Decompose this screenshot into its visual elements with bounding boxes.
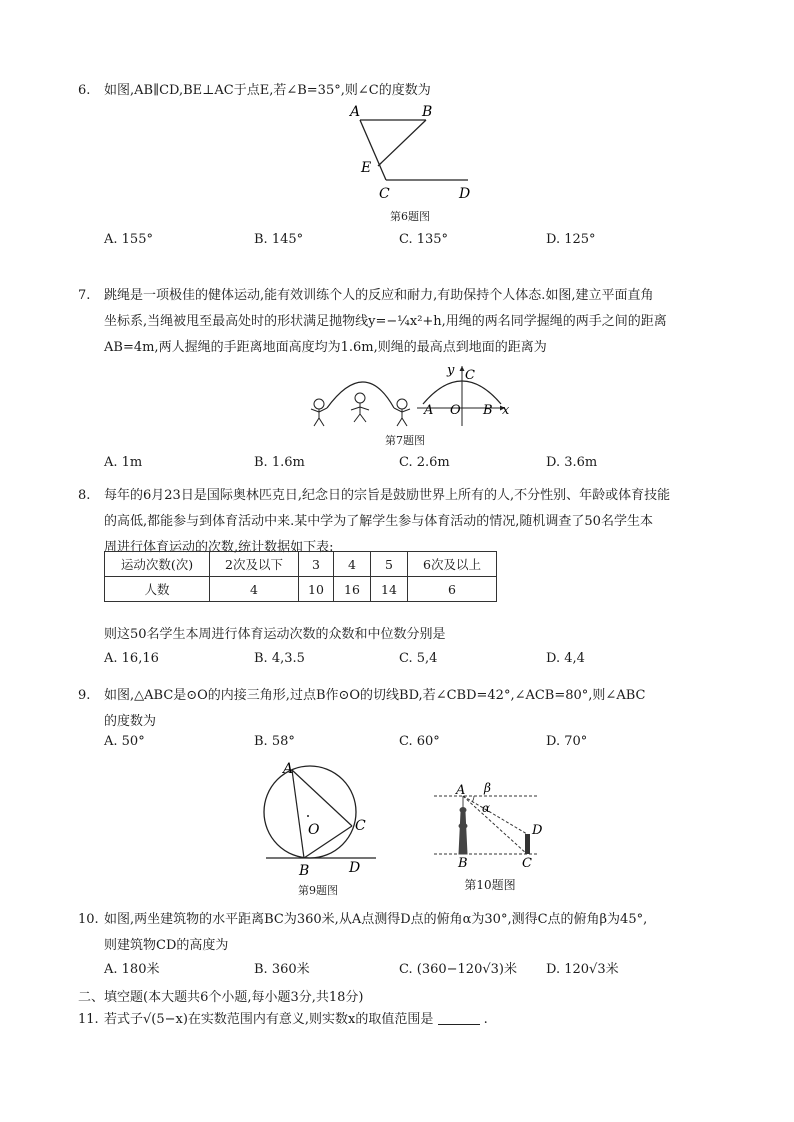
question-number: 11. <box>78 1012 99 1027</box>
question-text-line: AB=4m,两人握绳的手距离地面高度均为1.6m,则绳的最高点到地面的距离为 <box>104 340 547 355</box>
option-b[interactable]: B. 145° <box>254 232 304 247</box>
options-q9 <box>104 734 624 758</box>
building-CD <box>525 834 530 854</box>
option-c[interactable]: C. 5,4 <box>399 651 438 666</box>
figure-q7 <box>305 362 520 428</box>
question-8-prompt <box>104 622 704 648</box>
question-number: 10. <box>78 912 99 927</box>
question-number: 9. <box>78 688 91 703</box>
fig-label-A: A <box>456 783 466 798</box>
table-cell: 6次及以上 <box>408 552 497 577</box>
question-text-line: 的度数为 <box>104 714 157 729</box>
figure-caption: 第6题图 <box>390 210 430 223</box>
fig-label-B: B <box>458 856 468 871</box>
fig-label-C: C <box>355 818 366 834</box>
question-number: 7. <box>78 288 91 303</box>
figure-q6 <box>340 100 490 205</box>
option-a[interactable]: A. 155° <box>104 232 153 247</box>
figure-caption: 第10题图 <box>464 878 516 892</box>
fig-label-D: D <box>349 860 361 876</box>
fig-label-B: B <box>483 403 493 418</box>
stick-figure-middle <box>351 393 369 422</box>
options-q6 <box>104 232 624 256</box>
question-number: 6. <box>78 83 91 98</box>
fig-label-C: C <box>379 186 390 202</box>
option-d[interactable]: D. 4,4 <box>546 651 585 666</box>
fig-label-O: O <box>308 822 320 838</box>
options-q7 <box>104 455 624 479</box>
question-text: 如图,AB∥CD,BE⊥AC于点E,若∠B=35°,则∠C的度数为 <box>104 83 431 98</box>
question-text-line: 则建筑物CD的高度为 <box>104 938 229 953</box>
stats-table <box>104 551 497 602</box>
option-a[interactable]: A. 1m <box>104 455 143 470</box>
options-q8 <box>104 651 624 675</box>
question-text-line: 如图,两坐建筑物的水平距离BC为360米,从A点测得D点的俯角α为30°,测得C点的俯角β为45°, <box>104 912 648 927</box>
question-number: 8. <box>78 488 91 503</box>
section-heading: 二、填空题(本大题共6个小题,每小题3分,共18分) <box>78 990 364 1005</box>
option-a[interactable]: A. 50° <box>104 734 145 749</box>
figure-caption: 第7题图 <box>385 434 425 447</box>
figure-q9 <box>258 758 386 880</box>
option-c[interactable]: C. 60° <box>399 734 440 749</box>
option-c[interactable]: C. 2.6m <box>399 455 450 470</box>
fig-label-D: D <box>532 823 543 838</box>
option-d[interactable]: D. 125° <box>546 232 596 247</box>
fig-label-O: O <box>450 403 461 418</box>
options-q10 <box>104 958 624 982</box>
fig-label-E: E <box>361 160 372 176</box>
option-b[interactable]: B. 360米 <box>254 962 310 977</box>
figure-q10 <box>428 778 548 874</box>
fig-label-B: B <box>422 104 433 120</box>
question-text-line: 每年的6月23日是国际奥林匹克日,纪念日的宗旨是鼓励世界上所有的人,不分性别、年龄或体育技能 <box>104 488 671 503</box>
table-cell: 4 <box>210 577 299 602</box>
question-text: 则这50名学生本周进行体育运动次数的众数和中位数分别是 <box>104 627 446 642</box>
fig-label-alpha: α <box>482 801 491 815</box>
question-text-line: 如图,△ABC是⊙O的内接三角形,过点B作⊙O的切线BD,若∠CBD=42°,∠ACB=80°,则∠ABC <box>104 688 646 703</box>
fig-label-B: B <box>299 863 310 879</box>
question-text-line: 周进行体育运动的次数,统计数据如下表: <box>104 540 334 555</box>
option-b[interactable]: B. 58° <box>254 734 295 749</box>
fig-label-A: A <box>283 761 294 777</box>
fig-label-D: D <box>459 186 471 202</box>
question-text-end: . <box>483 1012 488 1027</box>
answer-blank[interactable] <box>438 1010 480 1025</box>
question-text-line: 跳绳是一项极佳的健体运动,能有效训练个人的反应和耐力,有助保持个人体态.如图,建立平面直角 <box>104 288 654 303</box>
table-cell: 2次及以下 <box>210 552 299 577</box>
table-cell: 4 <box>334 552 371 577</box>
table-cell: 10 <box>299 577 334 602</box>
option-b[interactable]: B. 4,3.5 <box>254 651 305 666</box>
option-d[interactable]: D. 70° <box>546 734 588 749</box>
fig-label-C: C <box>465 368 475 383</box>
fig-label-C: C <box>522 856 532 871</box>
fig-label-x: x <box>502 403 510 418</box>
fig-label-y: y <box>447 363 455 378</box>
fig-label-beta: β <box>484 781 491 795</box>
figure-caption: 第9题图 <box>298 884 338 897</box>
option-d[interactable]: D. 3.6m <box>546 455 598 470</box>
question-text-line: 坐标系,当绳被甩至最高处时的形状满足抛物线y=−¼x²+h,用绳的两名同学握绳的两手之间的距离 <box>104 314 667 329</box>
table-cell: 5 <box>371 552 408 577</box>
option-a[interactable]: A. 180米 <box>104 962 160 977</box>
stick-figure-right <box>394 399 410 426</box>
table-row <box>105 577 497 602</box>
option-c[interactable]: C. (360−120√3)米 <box>399 962 517 977</box>
table-cell: 运动次数(次) <box>105 552 210 577</box>
option-c[interactable]: C. 135° <box>399 232 449 247</box>
table-header-row <box>105 552 497 577</box>
question-text: 若式子√(5−x)在实数范围内有意义,则实数x的取值范围是 <box>104 1012 434 1027</box>
option-a[interactable]: A. 16,16 <box>104 651 159 666</box>
table-cell: 3 <box>299 552 334 577</box>
table-cell: 人数 <box>105 577 210 602</box>
fig-label-A: A <box>424 403 434 418</box>
fig-label-A: A <box>350 104 361 120</box>
option-b[interactable]: B. 1.6m <box>254 455 305 470</box>
table-cell: 16 <box>334 577 371 602</box>
stick-figure-left <box>311 399 327 426</box>
option-d[interactable]: D. 120√3米 <box>546 962 619 977</box>
table-cell: 6 <box>408 577 497 602</box>
question-text-line: 的高低,都能参与到体育活动中来.某中学为了解学生参与体育活动的情况,随机调查了50名学生本 <box>104 514 653 529</box>
table-cell: 14 <box>371 577 408 602</box>
tower-AB <box>459 796 467 854</box>
